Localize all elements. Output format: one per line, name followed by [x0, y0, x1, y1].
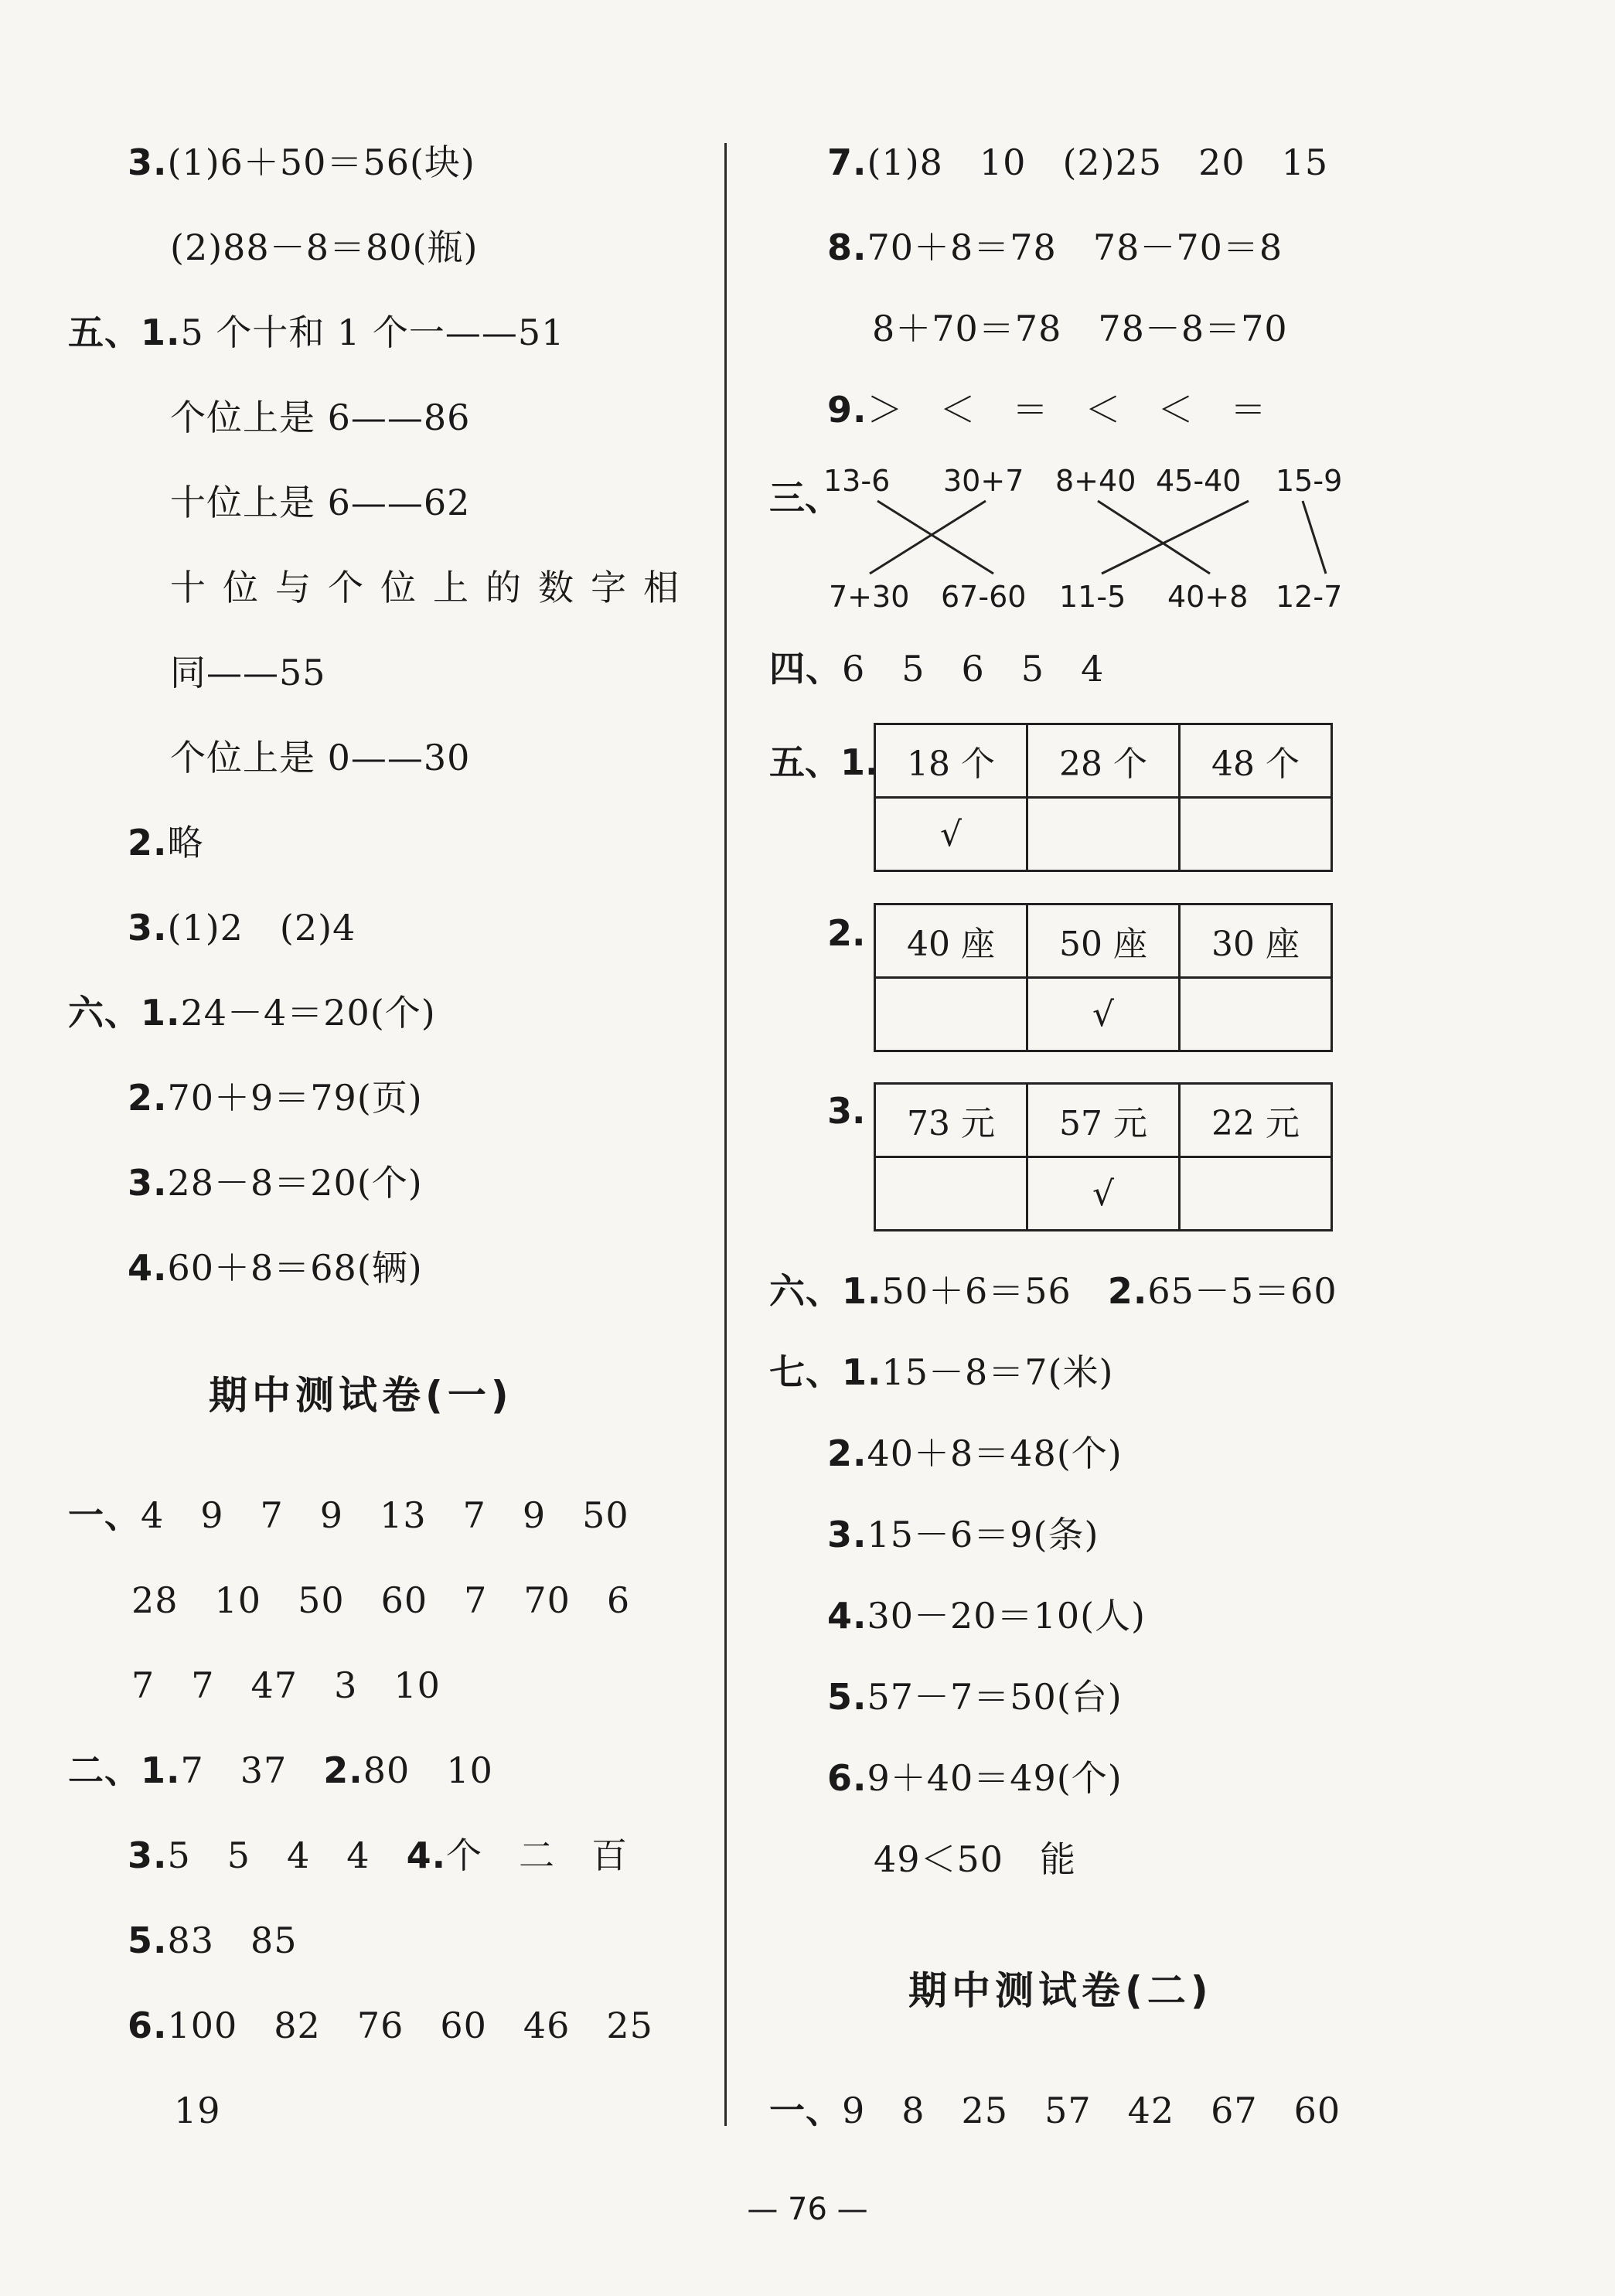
- section-heading: 期中测试卷(二): [908, 1968, 1213, 2013]
- table-cell: 28 个: [1027, 724, 1180, 798]
- answer-line: 六、1.50＋6＝56 2.65－5＝60: [769, 1270, 1337, 1312]
- question-label: 五、1.: [769, 741, 879, 783]
- question-label: 2.: [827, 912, 866, 954]
- check-cell: [1027, 798, 1180, 871]
- answer-line: 7.(1)8 10 (2)25 20 15: [827, 141, 1329, 183]
- match-top-item: 15-9: [1276, 464, 1343, 498]
- answer-line: 2.70＋9＝79(页): [128, 1077, 423, 1119]
- answer-table: [874, 723, 1333, 872]
- answer-line: 6.9＋40＝49(个): [827, 1757, 1123, 1799]
- answer-line: 2.略: [128, 822, 204, 864]
- table-cell: 22 元: [1180, 1084, 1332, 1157]
- answer-line: 49＜50 能: [874, 1838, 1077, 1880]
- answer-table: [874, 903, 1333, 1052]
- check-cell: √: [1027, 1157, 1180, 1231]
- match-line: [1102, 501, 1249, 574]
- answer-line: 一、4 9 7 9 13 7 9 50: [68, 1494, 629, 1536]
- table-cell: 40 座: [875, 904, 1027, 978]
- answer-line: 五、1.5 个十和 1 个一——51: [68, 312, 565, 353]
- answer-line: 5.57－7＝50(台): [827, 1676, 1123, 1718]
- answer-line: 十位与个位上的数字相: [170, 567, 696, 608]
- check-cell: [1180, 798, 1332, 871]
- question-label: 3.: [827, 1090, 866, 1132]
- match-line: [877, 501, 993, 574]
- answer-line: 6.100 82 76 60 46 25: [128, 2005, 653, 2046]
- answer-line: 3.15－6＝9(条): [827, 1514, 1099, 1555]
- check-cell: [875, 978, 1027, 1051]
- answer-line: 十位上是 6——62: [170, 482, 471, 523]
- match-lines: [769, 464, 1542, 626]
- match-bottom-item: 12-7: [1276, 580, 1343, 614]
- check-cell: [1180, 1157, 1332, 1231]
- table-cell: 73 元: [875, 1084, 1027, 1157]
- answer-line: 同——55: [170, 652, 326, 693]
- page-number: — 76 —: [747, 2192, 868, 2227]
- table-cell: 57 元: [1027, 1084, 1180, 1157]
- answer-line: 六、1.24－4＝20(个): [68, 992, 436, 1034]
- section-heading: 期中测试卷(一): [209, 1373, 513, 1418]
- table-cell: 30 座: [1180, 904, 1332, 978]
- matching-diagram: [769, 464, 1542, 626]
- match-bottom-item: 67-60: [941, 580, 1027, 614]
- answer-line: 4.60＋8＝68(辆): [128, 1247, 423, 1289]
- check-cell: √: [875, 798, 1027, 871]
- answer-line: 3.(1)2 (2)4: [128, 907, 356, 949]
- match-top-item: 8+40: [1055, 464, 1136, 498]
- answer-line: 28 10 50 60 7 70 6: [131, 1579, 631, 1621]
- match-top-item: 45-40: [1156, 464, 1242, 498]
- answer-line: 四、6 5 6 5 4: [769, 648, 1105, 690]
- check-cell: √: [1027, 978, 1180, 1051]
- answer-line: 二、1.7 37 2.80 10: [68, 1749, 493, 1791]
- table-cell: 18 个: [875, 724, 1027, 798]
- match-bottom-item: 40+8: [1167, 580, 1249, 614]
- match-bottom-item: 7+30: [829, 580, 910, 614]
- match-line: [1098, 501, 1210, 574]
- answer-line: 七、1.15－8＝7(米): [769, 1351, 1114, 1393]
- table-cell: 50 座: [1027, 904, 1180, 978]
- answer-line: 2.40＋8＝48(个): [827, 1432, 1123, 1474]
- answer-line: 个位上是 0——30: [170, 737, 471, 778]
- answer-line: 5.83 85: [128, 1920, 298, 1961]
- answer-line: (2)88－8＝80(瓶): [170, 227, 479, 268]
- check-cell: [875, 1157, 1027, 1231]
- answer-line: 3.5 5 4 4 4.个 二 百: [128, 1834, 629, 1876]
- answer-line: 9.＞ ＜ ＝ ＜ ＜ ＝: [827, 389, 1267, 431]
- column-divider: [724, 143, 727, 2126]
- match-line: [870, 501, 986, 574]
- match-bottom-item: 11-5: [1059, 580, 1126, 614]
- check-cell: [1180, 978, 1332, 1051]
- question-label: 三、: [769, 477, 840, 519]
- match-top-item: 13-6: [823, 464, 891, 498]
- answer-table: [874, 1082, 1333, 1231]
- answer-line: 7 7 47 3 10: [131, 1664, 441, 1706]
- answer-line: 3.(1)6＋50＝56(块): [128, 141, 475, 183]
- answer-line: 8.70＋8＝78 78－70＝8: [827, 227, 1283, 268]
- answer-line: 3.28－8＝20(个): [128, 1162, 423, 1204]
- answer-line: 4.30－20＝10(人): [827, 1595, 1146, 1637]
- answer-line: 8＋70＝78 78－8＝70: [872, 308, 1288, 349]
- table-cell: 48 个: [1180, 724, 1332, 798]
- answer-line: 19: [174, 2090, 221, 2131]
- match-line: [1303, 501, 1326, 574]
- answer-line: 一、9 8 25 57 42 67 60: [769, 2090, 1341, 2131]
- match-top-item: 30+7: [943, 464, 1024, 498]
- answer-line: 个位上是 6——86: [170, 397, 471, 438]
